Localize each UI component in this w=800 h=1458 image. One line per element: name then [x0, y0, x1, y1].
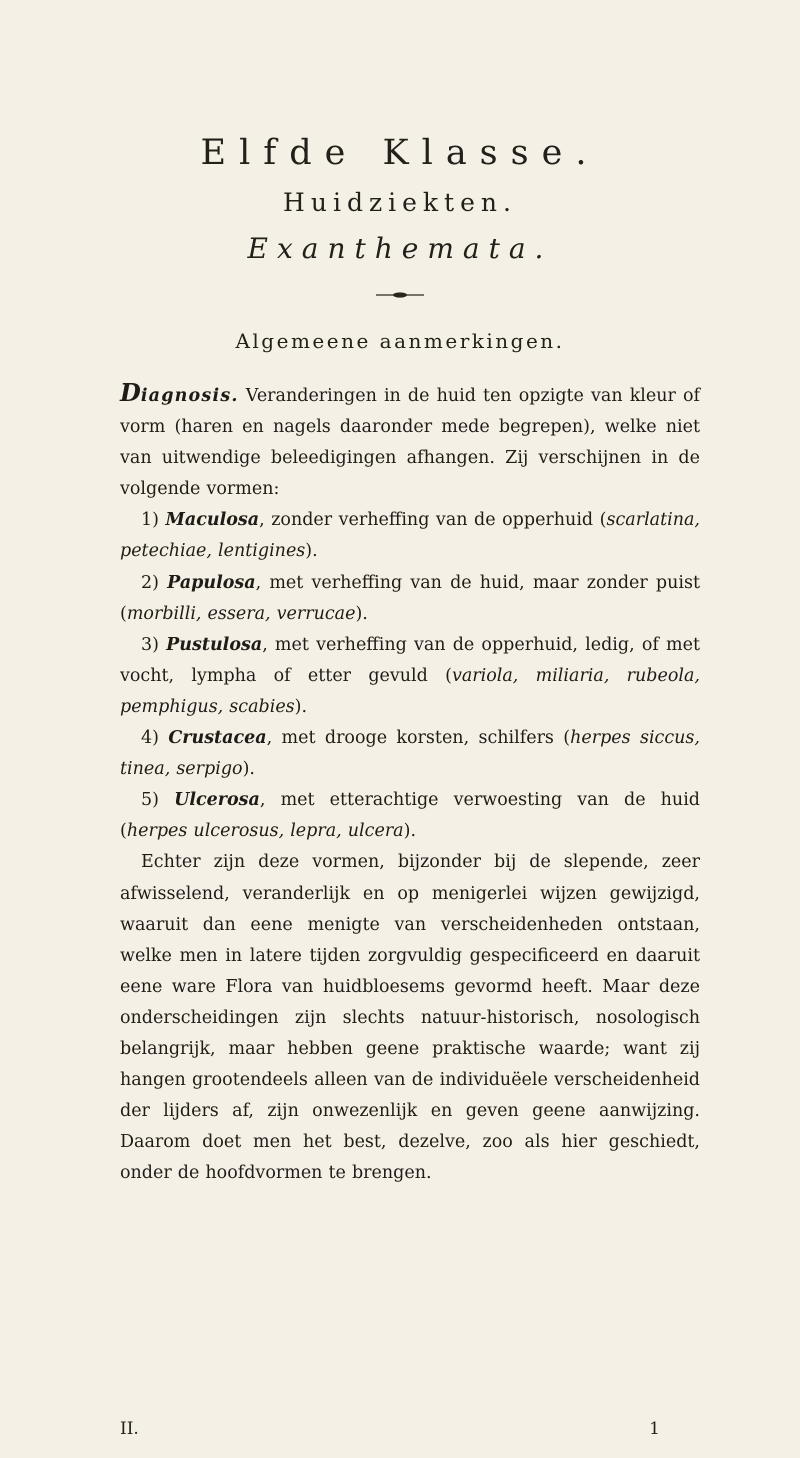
form-examples: scarlatina, petechiae, lentigines [120, 510, 700, 562]
form-item-1 [120, 505, 700, 567]
ornament-rule-icon [376, 291, 424, 299]
form-examples: herpes ulcerosus, lepra, ulcera [126, 821, 404, 842]
diagnosis-runin: iagnosis. [140, 386, 239, 406]
form-name: Maculosa [165, 510, 260, 531]
form-examples: variola, miliaria, rubeola, pemphigus, scabies [120, 665, 700, 717]
form-end: ). [242, 759, 255, 780]
remarks-heading: Algemeene aanmerkingen. [235, 329, 565, 353]
body-text [120, 377, 700, 1189]
form-examples: herpes siccus, tinea, serpigo [120, 728, 700, 780]
form-name: Pustulosa [166, 634, 263, 655]
signature-mark: II. [120, 1419, 139, 1439]
section-title: Huidziekten. [283, 188, 517, 217]
form-name: Papulosa [167, 572, 256, 593]
form-end: ). [305, 541, 318, 562]
form-desc: , met verheffing van de opperhuid, ledig, of met vocht, lympha of etter gevuld ( [120, 634, 700, 686]
form-desc: , zonder verheffing van de opperhuid ( [259, 510, 607, 531]
diagnosis-paragraph [120, 377, 700, 505]
subsection-title: Exanthemata. [247, 232, 553, 265]
drop-initial: D [120, 378, 141, 407]
form-item-5 [120, 785, 700, 847]
closing-paragraph: Echter zijn deze vormen, bijzonder bij de slepende, zeer afwisselend, veranderlijk en op menigerlei wijzen gewijzigd, waaruit dan eene menigte van verscheidenheden ontstaan, welke men in latere tijden zorgvuldig gespecificeerd en daaruit eene ware Flora van huidbloesems gevormd heeft. Maar deze onderscheidingen zijn slechts natuur-historisch, nosologisch belangrijk, maar hebben geene praktische waarde; want zij hangen grootendeels alleen van de individuëele verscheidenheid der lijders af, zijn onwezenlijk en geven geene aanwijzing. Daarom doet men het best, dezelve, zoo als hier geschiedt, onder de hoofdvormen te brengen. [120, 852, 700, 1184]
form-end: ). [294, 696, 308, 717]
form-end: ). [403, 821, 417, 842]
form-examples: morbilli, essera, verrucae [126, 603, 356, 624]
form-item-2 [120, 568, 700, 630]
chapter-title: Elfde Klasse. [200, 133, 600, 173]
form-number: 5) [141, 790, 159, 811]
form-name: Ulcerosa [174, 790, 260, 811]
form-item-4 [120, 723, 700, 785]
folio-number: 1 [649, 1419, 660, 1439]
diagnosis-text: Veranderingen in de huid ten opzigte van kleur of vorm (haren en nagels daaronder mede begrepen), welke niet van uitwendige beleedigingen afhangen. Zij verschijnen in de volgende vormen: [120, 386, 700, 500]
form-number: 2) [141, 572, 159, 593]
ornament-divider [0, 291, 800, 299]
form-desc: , met etterachtige verwoesting van de huid ( [120, 790, 700, 842]
form-item-3 [120, 630, 700, 723]
form-desc: , met verheffing van de huid, maar zonder puist ( [120, 572, 700, 624]
form-number: 1) [141, 510, 159, 531]
form-number: 4) [141, 728, 159, 749]
form-desc: , met drooge korsten, schilfers ( [266, 728, 571, 749]
form-name: Crustacea [168, 728, 267, 749]
form-number: 3) [141, 634, 159, 655]
form-end: ). [355, 603, 368, 624]
